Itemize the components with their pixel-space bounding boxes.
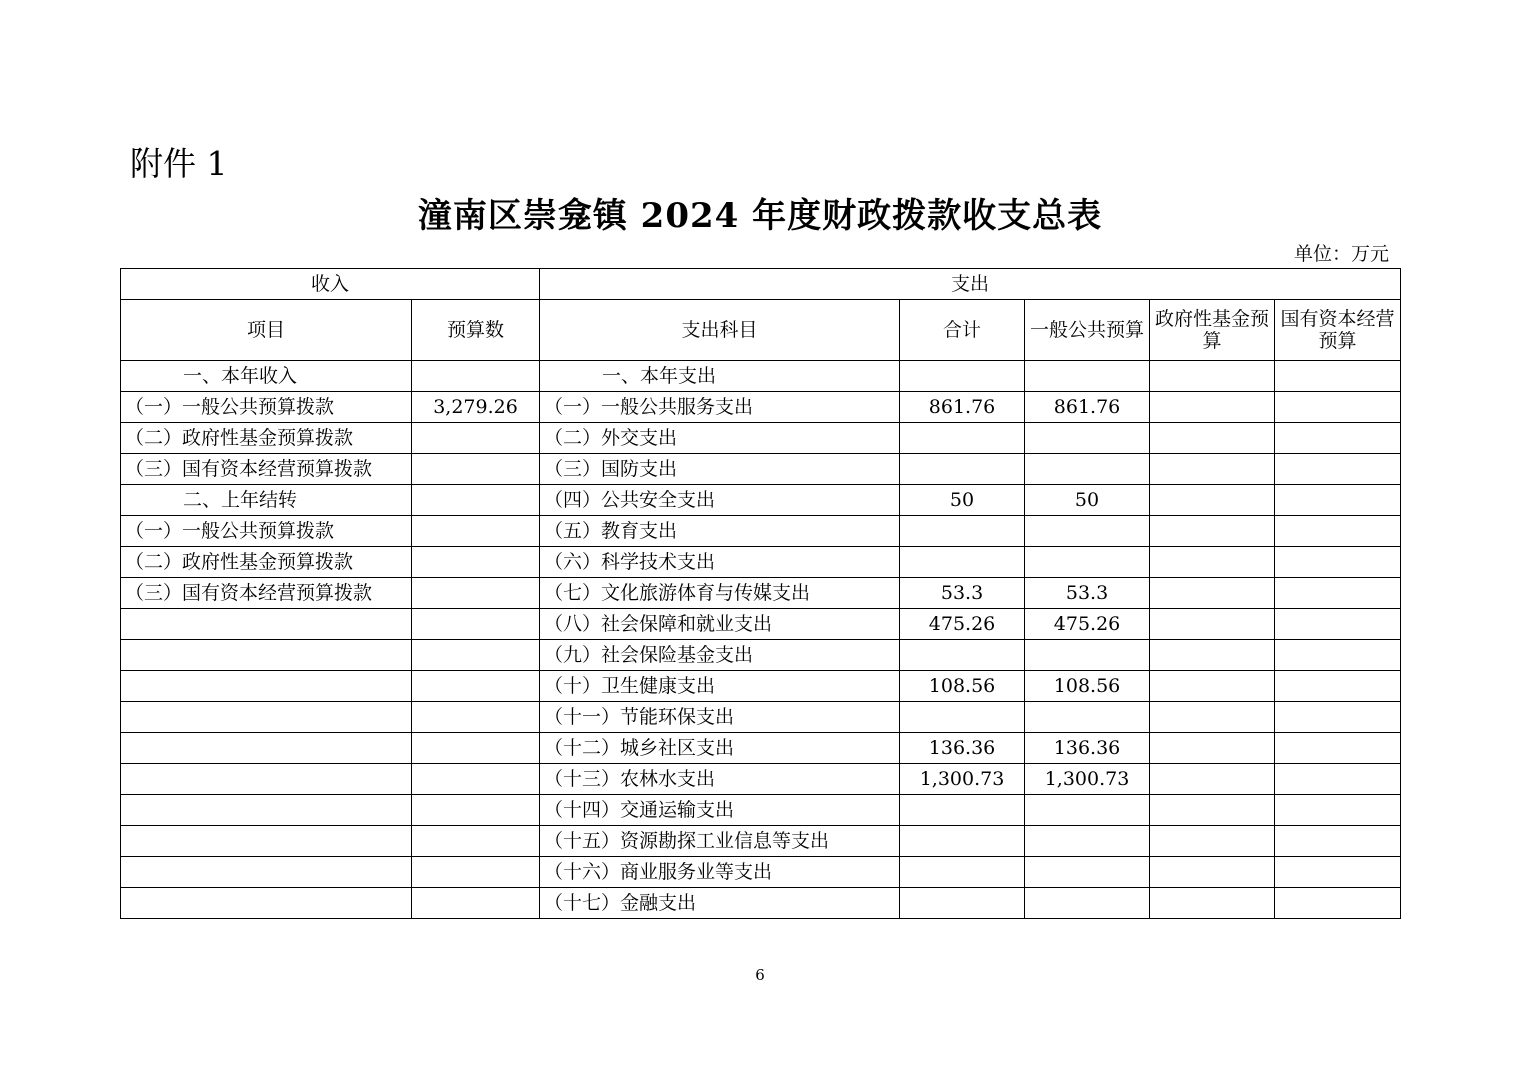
income-budget-cell: [412, 857, 540, 888]
income-item-cell: （三）国有资本经营预算拨款: [121, 578, 412, 609]
income-budget-cell: [412, 578, 540, 609]
income-budget-cell: [412, 361, 540, 392]
income-item-cell: [121, 795, 412, 826]
expense-subject-cell: （四）公共安全支出: [540, 485, 900, 516]
table-row: [121, 888, 1401, 919]
expense-capital-cell: [1275, 733, 1401, 764]
expense-capital-cell: [1275, 485, 1401, 516]
expense-total-cell: [900, 826, 1025, 857]
income-item-cell: 二、上年结转: [121, 485, 412, 516]
expense-general-cell: [1025, 795, 1150, 826]
expense-general-cell: 108.56: [1025, 671, 1150, 702]
expense-capital-cell: [1275, 795, 1401, 826]
attachment-label: 附件 1: [130, 144, 228, 183]
unit-label: 单位：万元: [1293, 243, 1389, 265]
expense-fund-cell: [1150, 547, 1275, 578]
expense-fund-cell: [1150, 671, 1275, 702]
expense-capital-cell: [1275, 826, 1401, 857]
expense-general-cell: 475.26: [1025, 609, 1150, 640]
expense-total-cell: [900, 516, 1025, 547]
expense-subject-cell: （二）外交支出: [540, 423, 900, 454]
expense-total-cell: 136.36: [900, 733, 1025, 764]
income-budget-cell: 3,279.26: [412, 392, 540, 423]
income-budget-cell: [412, 795, 540, 826]
expense-subject-cell: （十四）交通运输支出: [540, 795, 900, 826]
column-header-item: 项目: [121, 300, 412, 361]
income-budget-cell: [412, 454, 540, 485]
expense-fund-cell: [1150, 485, 1275, 516]
expense-total-cell: 1,300.73: [900, 764, 1025, 795]
column-header-state-capital: 国有资本经营预算: [1275, 300, 1401, 361]
page-number: 6: [755, 966, 765, 984]
expense-fund-cell: [1150, 392, 1275, 423]
expense-capital-cell: [1275, 857, 1401, 888]
income-budget-cell: [412, 640, 540, 671]
expense-fund-cell: [1150, 423, 1275, 454]
expense-subject-cell: （九）社会保险基金支出: [540, 640, 900, 671]
expense-total-cell: [900, 640, 1025, 671]
expense-capital-cell: [1275, 764, 1401, 795]
expense-subject-cell: （十）卫生健康支出: [540, 671, 900, 702]
expense-total-cell: 50: [900, 485, 1025, 516]
expense-fund-cell: [1150, 888, 1275, 919]
expense-general-cell: [1025, 516, 1150, 547]
expense-capital-cell: [1275, 423, 1401, 454]
expense-fund-cell: [1150, 733, 1275, 764]
expense-general-cell: [1025, 454, 1150, 485]
expense-capital-cell: [1275, 361, 1401, 392]
expense-total-cell: [900, 702, 1025, 733]
expense-total-cell: 475.26: [900, 609, 1025, 640]
expense-capital-cell: [1275, 609, 1401, 640]
expense-fund-cell: [1150, 857, 1275, 888]
expense-total-cell: [900, 795, 1025, 826]
income-item-cell: [121, 733, 412, 764]
income-item-cell: （一）一般公共预算拨款: [121, 392, 412, 423]
table-row: [121, 826, 1401, 857]
expense-fund-cell: [1150, 578, 1275, 609]
expense-subject-cell: （十一）节能环保支出: [540, 702, 900, 733]
expense-general-cell: [1025, 702, 1150, 733]
expense-capital-cell: [1275, 454, 1401, 485]
expense-general-cell: 53.3: [1025, 578, 1150, 609]
expense-subject-cell: （六）科学技术支出: [540, 547, 900, 578]
expense-fund-cell: [1150, 516, 1275, 547]
expense-general-cell: 1,300.73: [1025, 764, 1150, 795]
income-item-cell: [121, 671, 412, 702]
expense-general-cell: [1025, 547, 1150, 578]
expense-capital-cell: [1275, 888, 1401, 919]
expense-capital-cell: [1275, 640, 1401, 671]
expense-general-cell: 861.76: [1025, 392, 1150, 423]
income-budget-cell: [412, 485, 540, 516]
expense-subject-cell: 一、本年支出: [540, 361, 900, 392]
expense-subject-cell: （八）社会保障和就业支出: [540, 609, 900, 640]
expense-total-cell: [900, 361, 1025, 392]
income-budget-cell: [412, 888, 540, 919]
income-item-cell: [121, 826, 412, 857]
income-item-cell: （二）政府性基金预算拨款: [121, 547, 412, 578]
income-item-cell: [121, 857, 412, 888]
table-row: [121, 609, 1401, 640]
expense-fund-cell: [1150, 826, 1275, 857]
table-row: [121, 547, 1401, 578]
expense-capital-cell: [1275, 547, 1401, 578]
expense-capital-cell: [1275, 671, 1401, 702]
table-row: [121, 702, 1401, 733]
expense-subject-cell: （五）教育支出: [540, 516, 900, 547]
income-budget-cell: [412, 423, 540, 454]
expense-fund-cell: [1150, 764, 1275, 795]
page-title: 潼南区崇龛镇 2024 年度财政拨款收支总表: [417, 196, 1103, 236]
income-item-cell: [121, 640, 412, 671]
budget-table: [120, 268, 1401, 919]
table-row: [121, 361, 1401, 392]
income-item-cell: （三）国有资本经营预算拨款: [121, 454, 412, 485]
table-row: [121, 392, 1401, 423]
income-item-cell: [121, 702, 412, 733]
expense-subject-cell: （一）一般公共服务支出: [540, 392, 900, 423]
income-budget-cell: [412, 516, 540, 547]
expense-capital-cell: [1275, 702, 1401, 733]
column-header-expense-subject: 支出科目: [540, 300, 900, 361]
expense-subject-cell: （十三）农林水支出: [540, 764, 900, 795]
expense-fund-cell: [1150, 454, 1275, 485]
table-header-row-1: [121, 269, 1401, 300]
expense-total-cell: 108.56: [900, 671, 1025, 702]
expense-general-cell: [1025, 423, 1150, 454]
expense-fund-cell: [1150, 795, 1275, 826]
expense-subject-cell: （七）文化旅游体育与传媒支出: [540, 578, 900, 609]
table-row: [121, 454, 1401, 485]
expense-general-cell: [1025, 857, 1150, 888]
expense-total-cell: [900, 547, 1025, 578]
income-header: 收入: [121, 269, 540, 300]
income-item-cell: [121, 888, 412, 919]
table-row: [121, 423, 1401, 454]
expense-subject-cell: （三）国防支出: [540, 454, 900, 485]
expense-fund-cell: [1150, 702, 1275, 733]
expense-general-cell: [1025, 826, 1150, 857]
expense-general-cell: 50: [1025, 485, 1150, 516]
income-item-cell: 一、本年收入: [121, 361, 412, 392]
expense-capital-cell: [1275, 578, 1401, 609]
expense-capital-cell: [1275, 516, 1401, 547]
column-header-budget: 预算数: [412, 300, 540, 361]
expense-fund-cell: [1150, 361, 1275, 392]
expense-total-cell: [900, 888, 1025, 919]
income-item-cell: [121, 764, 412, 795]
column-header-gov-fund: 政府性基金预算: [1150, 300, 1275, 361]
expense-fund-cell: [1150, 609, 1275, 640]
expense-general-cell: [1025, 361, 1150, 392]
table-row: [121, 578, 1401, 609]
income-item-cell: （二）政府性基金预算拨款: [121, 423, 412, 454]
income-budget-cell: [412, 609, 540, 640]
table-row: [121, 857, 1401, 888]
income-budget-cell: [412, 764, 540, 795]
expense-capital-cell: [1275, 392, 1401, 423]
income-budget-cell: [412, 671, 540, 702]
table-row: [121, 485, 1401, 516]
table-row: [121, 733, 1401, 764]
expense-header: 支出: [540, 269, 1401, 300]
income-budget-cell: [412, 702, 540, 733]
table-row: [121, 516, 1401, 547]
column-header-general-public: 一般公共预算: [1025, 300, 1150, 361]
table-header-row-2: [121, 300, 1401, 361]
expense-total-cell: 53.3: [900, 578, 1025, 609]
expense-subject-cell: （十二）城乡社区支出: [540, 733, 900, 764]
expense-fund-cell: [1150, 640, 1275, 671]
income-item-cell: [121, 609, 412, 640]
expense-total-cell: [900, 857, 1025, 888]
expense-general-cell: [1025, 888, 1150, 919]
expense-total-cell: [900, 454, 1025, 485]
table-row: [121, 795, 1401, 826]
income-item-cell: （一）一般公共预算拨款: [121, 516, 412, 547]
income-budget-cell: [412, 826, 540, 857]
expense-total-cell: 861.76: [900, 392, 1025, 423]
expense-general-cell: [1025, 640, 1150, 671]
income-budget-cell: [412, 733, 540, 764]
table-row: [121, 764, 1401, 795]
expense-subject-cell: （十六）商业服务业等支出: [540, 857, 900, 888]
table-row: [121, 640, 1401, 671]
expense-general-cell: 136.36: [1025, 733, 1150, 764]
expense-subject-cell: （十五）资源勘探工业信息等支出: [540, 826, 900, 857]
table-row: [121, 671, 1401, 702]
expense-subject-cell: （十七）金融支出: [540, 888, 900, 919]
income-budget-cell: [412, 547, 540, 578]
expense-total-cell: [900, 423, 1025, 454]
column-header-total: 合计: [900, 300, 1025, 361]
